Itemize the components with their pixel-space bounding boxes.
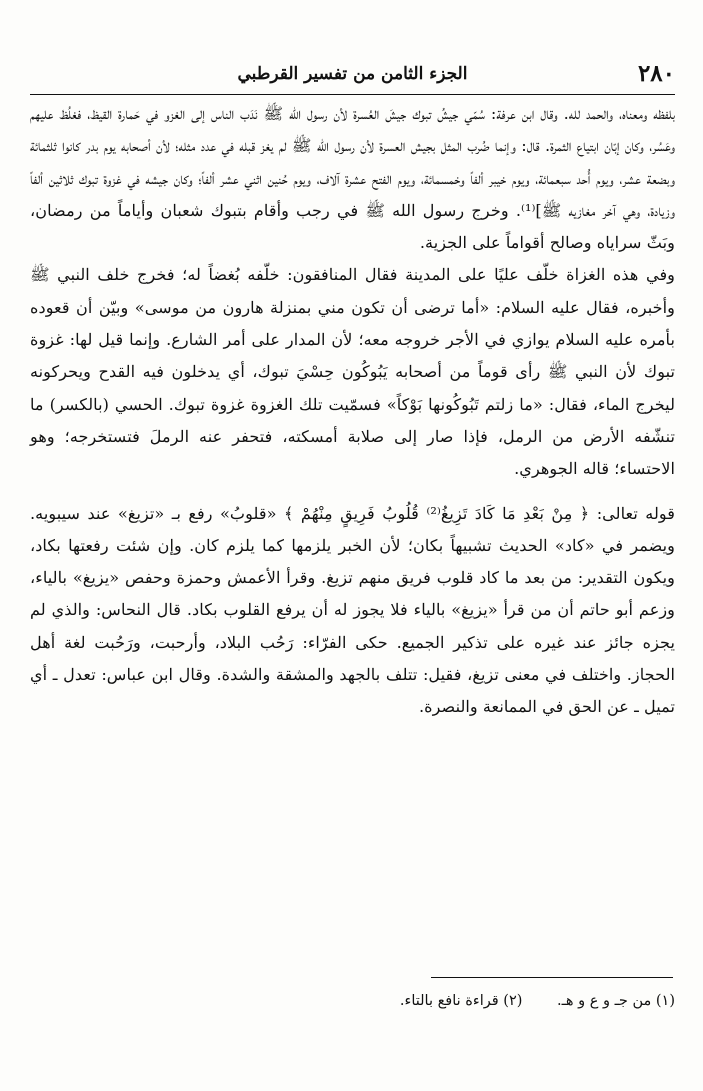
page-number: ٢٨٠ bbox=[637, 60, 675, 87]
page-header bbox=[30, 56, 675, 95]
paragraph-2: وفي هذه الغزاة خلّف عليًا على المدينة فقال المنافقون: خلّفه بُغضاً له؛ فخرج خلف النبي ﷺ وأخبره، فقال عليه السلام: «أما ترضى أن تكون مني بمنزلة هارون من موسى» وبيّن أن قعوده بأمره عليه السلام يوازي في الأجر خروجه معه؛ لأن المدار على أمر الشارع. وإنما قيل لها: غزوة تبوك لأن النبي ﷺ رأى قوماً من أصحابه يَبُوكُون حِسْيَ تبوك، أي يدخلون فيه القدح ويحركونه ليخرج الماء، فقال: «ما زلتم تَبُوكُونها بَوْكاً» فسمّيت تلك الغزوة غزوة تبوك. الحسي (بالكسر) ما تنشّفه الأرض من الرمل، فإذا صار إلى صلابة أمسكته، فتحفر عنه الرملَ فتستخرجه؛ وهو الاحتساء؛ قاله الجوهري. bbox=[30, 265, 675, 479]
paragraph-spacer bbox=[30, 486, 675, 498]
footnote-divider bbox=[431, 977, 673, 978]
main-text bbox=[30, 98, 675, 724]
footnote-1: (١) من جـ و ع و هـ. bbox=[557, 993, 675, 1009]
paragraph-3: قوله تعالى: ﴿ مِنْ بَعْدِ مَا كَادَ تَزِيغُ⁽²⁾ قُلُوبُ فَرِيقٍ مِنْهُمْ ﴾ «قلوبُ» رفع بـ «تزيغ» عند سيبويه. ويضمر في «كاد» الحديث تشبيهاً بكان؛ لأن الخبر يلزمها كما يلزم كان. وإن شئت رفعتها بكاد، ويكون التقدير: من بعد ما كاد قلوب فريق منهم تزيغ. وقرأ الأعمش وحمزة وحفص «يزيغ» بالياء، وزعم أبو حاتم أن من قرأ «يزيغ» بالياء فلا يجوز له أن يرفع القلوب بكاد. قال النحاس: والذي لم يجزه جائز عند غيره على تذكير الجميع. حكى الفرّاء: رَحُب البلاد، وأرحبت، ورَحُبت لغة أهل الحجاز. واختلف في معنى تزيغ، فقيل: تتلف بالجهد والمشقة والشدة. وقال ابن عباس: تعدل ـ أي تميل ـ عن الحق في الممانعة والنصرة. bbox=[30, 503, 675, 717]
paragraph-1: بلفظه ومعناه، والحمد لله. وقال ابن عرفة: سُمّي جيشُ تبوك جيشَ العُسرة لأن رسول الله ﷺ نَدَب الناس إلى الغزو في حَمارة القيظ، فغلُظ عليهم وعَسُر، وكان إبّان ابتياع الثمرة. قال: وإنما ضُرب المثل بجيش العسرة لأن رسول الله ﷺ لم يغز قبله في عدد مثله؛ لأن أصحابه يوم بدر كانوا ثلثمائة وبضعة عشر، ويوم أُحد سبعمائة، ويوم خيبر ألفاً وخمسمائة، ويوم الفتح عشرة آلاف، ويوم حُنين اثني عشر ألفاً؛ وكان جيشه في غزوة تبوك ثلاثين ألفاً وزيادة، وهي آخر مغازيه ﷺ]⁽¹⁾. وخرج رسول الله ﷺ في رجب وأقام بتبوك شعبان وأياماً من رمضان، وبَثّ سراياه وصالح أقواماً على الجزية. bbox=[30, 104, 676, 253]
footnote-2: (٢) قراءة نافع بالتاء. bbox=[399, 993, 523, 1009]
running-title: الجزء الثامن من تفسير القرطبي bbox=[237, 64, 468, 84]
footnotes bbox=[30, 988, 675, 1014]
